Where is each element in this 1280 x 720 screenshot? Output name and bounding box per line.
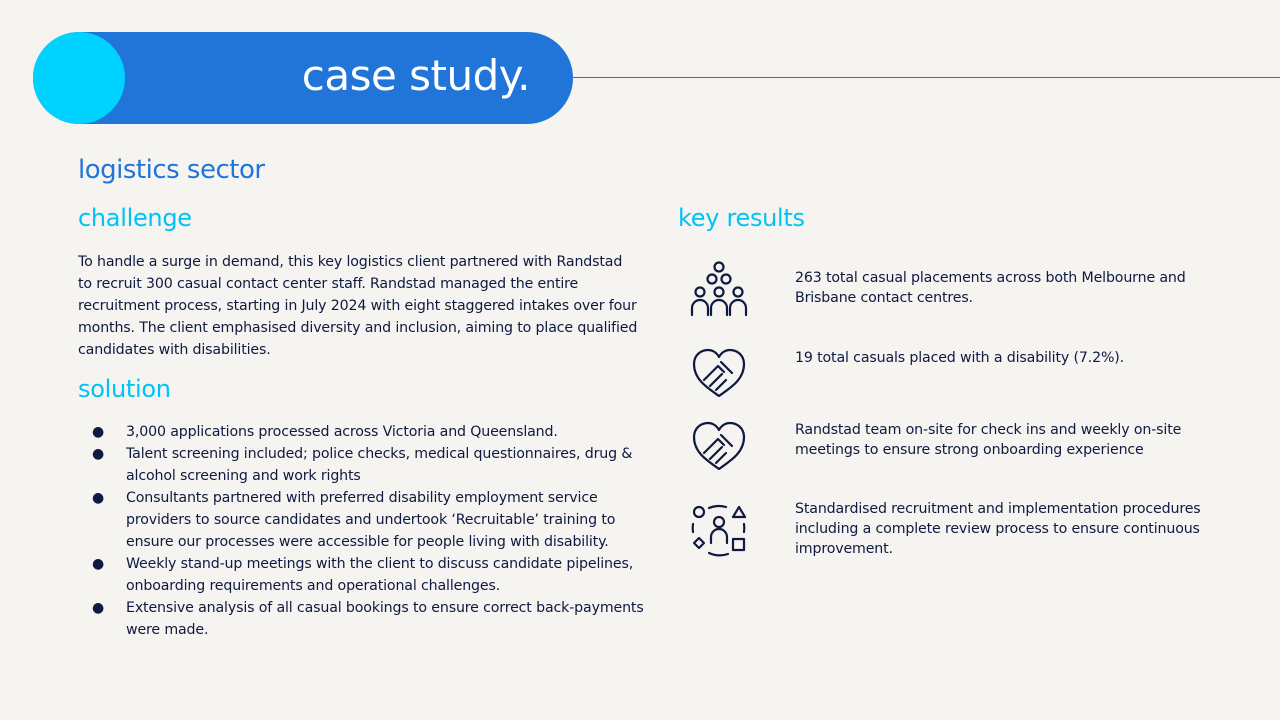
list-item-text: 3,000 applications processed across Victoria and Queensland.	[126, 424, 558, 440]
page-title: case study.	[301, 51, 530, 100]
list-item	[78, 421, 648, 443]
list-item	[78, 553, 648, 597]
banner-circle-decoration	[33, 32, 125, 124]
result-text: 19 total casuals placed with a disability (7.2%).	[795, 350, 1125, 366]
result-text: 263 total casual placements across both Melbourne and Brisbane contact centres.	[795, 270, 1186, 306]
bullet-icon: ●	[92, 600, 105, 616]
solution-heading: solution	[78, 375, 171, 403]
bullet-icon: ●	[92, 556, 105, 572]
result-text: Randstad team on-site for check ins and weekly on-site meetings to ensure strong onboarding experience	[795, 422, 1182, 458]
challenge-text: To handle a surge in demand, this key logistics client partnered with Randstad to recruit 300 casual contact center staff. Randstad managed the entire recruitment process, starting in July 2024 with eight staggered intakes over four months. The client emphasised diversity and inclusion, aiming to place qualified candidates with disabilities.	[78, 254, 638, 358]
bullet-icon: ●	[92, 490, 105, 506]
bullet-icon: ●	[92, 424, 105, 440]
list-item	[78, 487, 648, 553]
list-item	[78, 597, 648, 641]
banner-divider-line	[573, 77, 1280, 78]
list-item-text: Talent screening included; police checks, medical questionnaires, drug & alcohol screening and work rights	[126, 446, 633, 484]
list-item	[78, 443, 648, 487]
list-item-text: Weekly stand-up meetings with the client to discuss candidate pipelines, onboarding requirements and operational challenges.	[126, 556, 634, 594]
result-text: Standardised recruitment and implementation procedures including a complete review process to ensure continuous improvement.	[795, 501, 1201, 557]
solution-list	[78, 421, 648, 641]
sector-title: logistics sector	[78, 155, 265, 185]
heart-handshake-icon	[688, 415, 750, 477]
list-item-text: Extensive analysis of all casual bookings to ensure correct back-payments were made.	[126, 600, 644, 638]
diversity-cycle-icon	[688, 500, 750, 562]
people-group-icon	[688, 258, 750, 320]
key-results-heading: key results	[678, 204, 805, 232]
challenge-heading: challenge	[78, 204, 192, 232]
list-item-text: Consultants partnered with preferred disability employment service providers to source candidates and undertook ‘Recruitable’ training to ensure our processes were accessible for people living with disability.	[126, 490, 616, 550]
heart-handshake-icon	[688, 342, 750, 404]
bullet-icon: ●	[92, 446, 105, 462]
